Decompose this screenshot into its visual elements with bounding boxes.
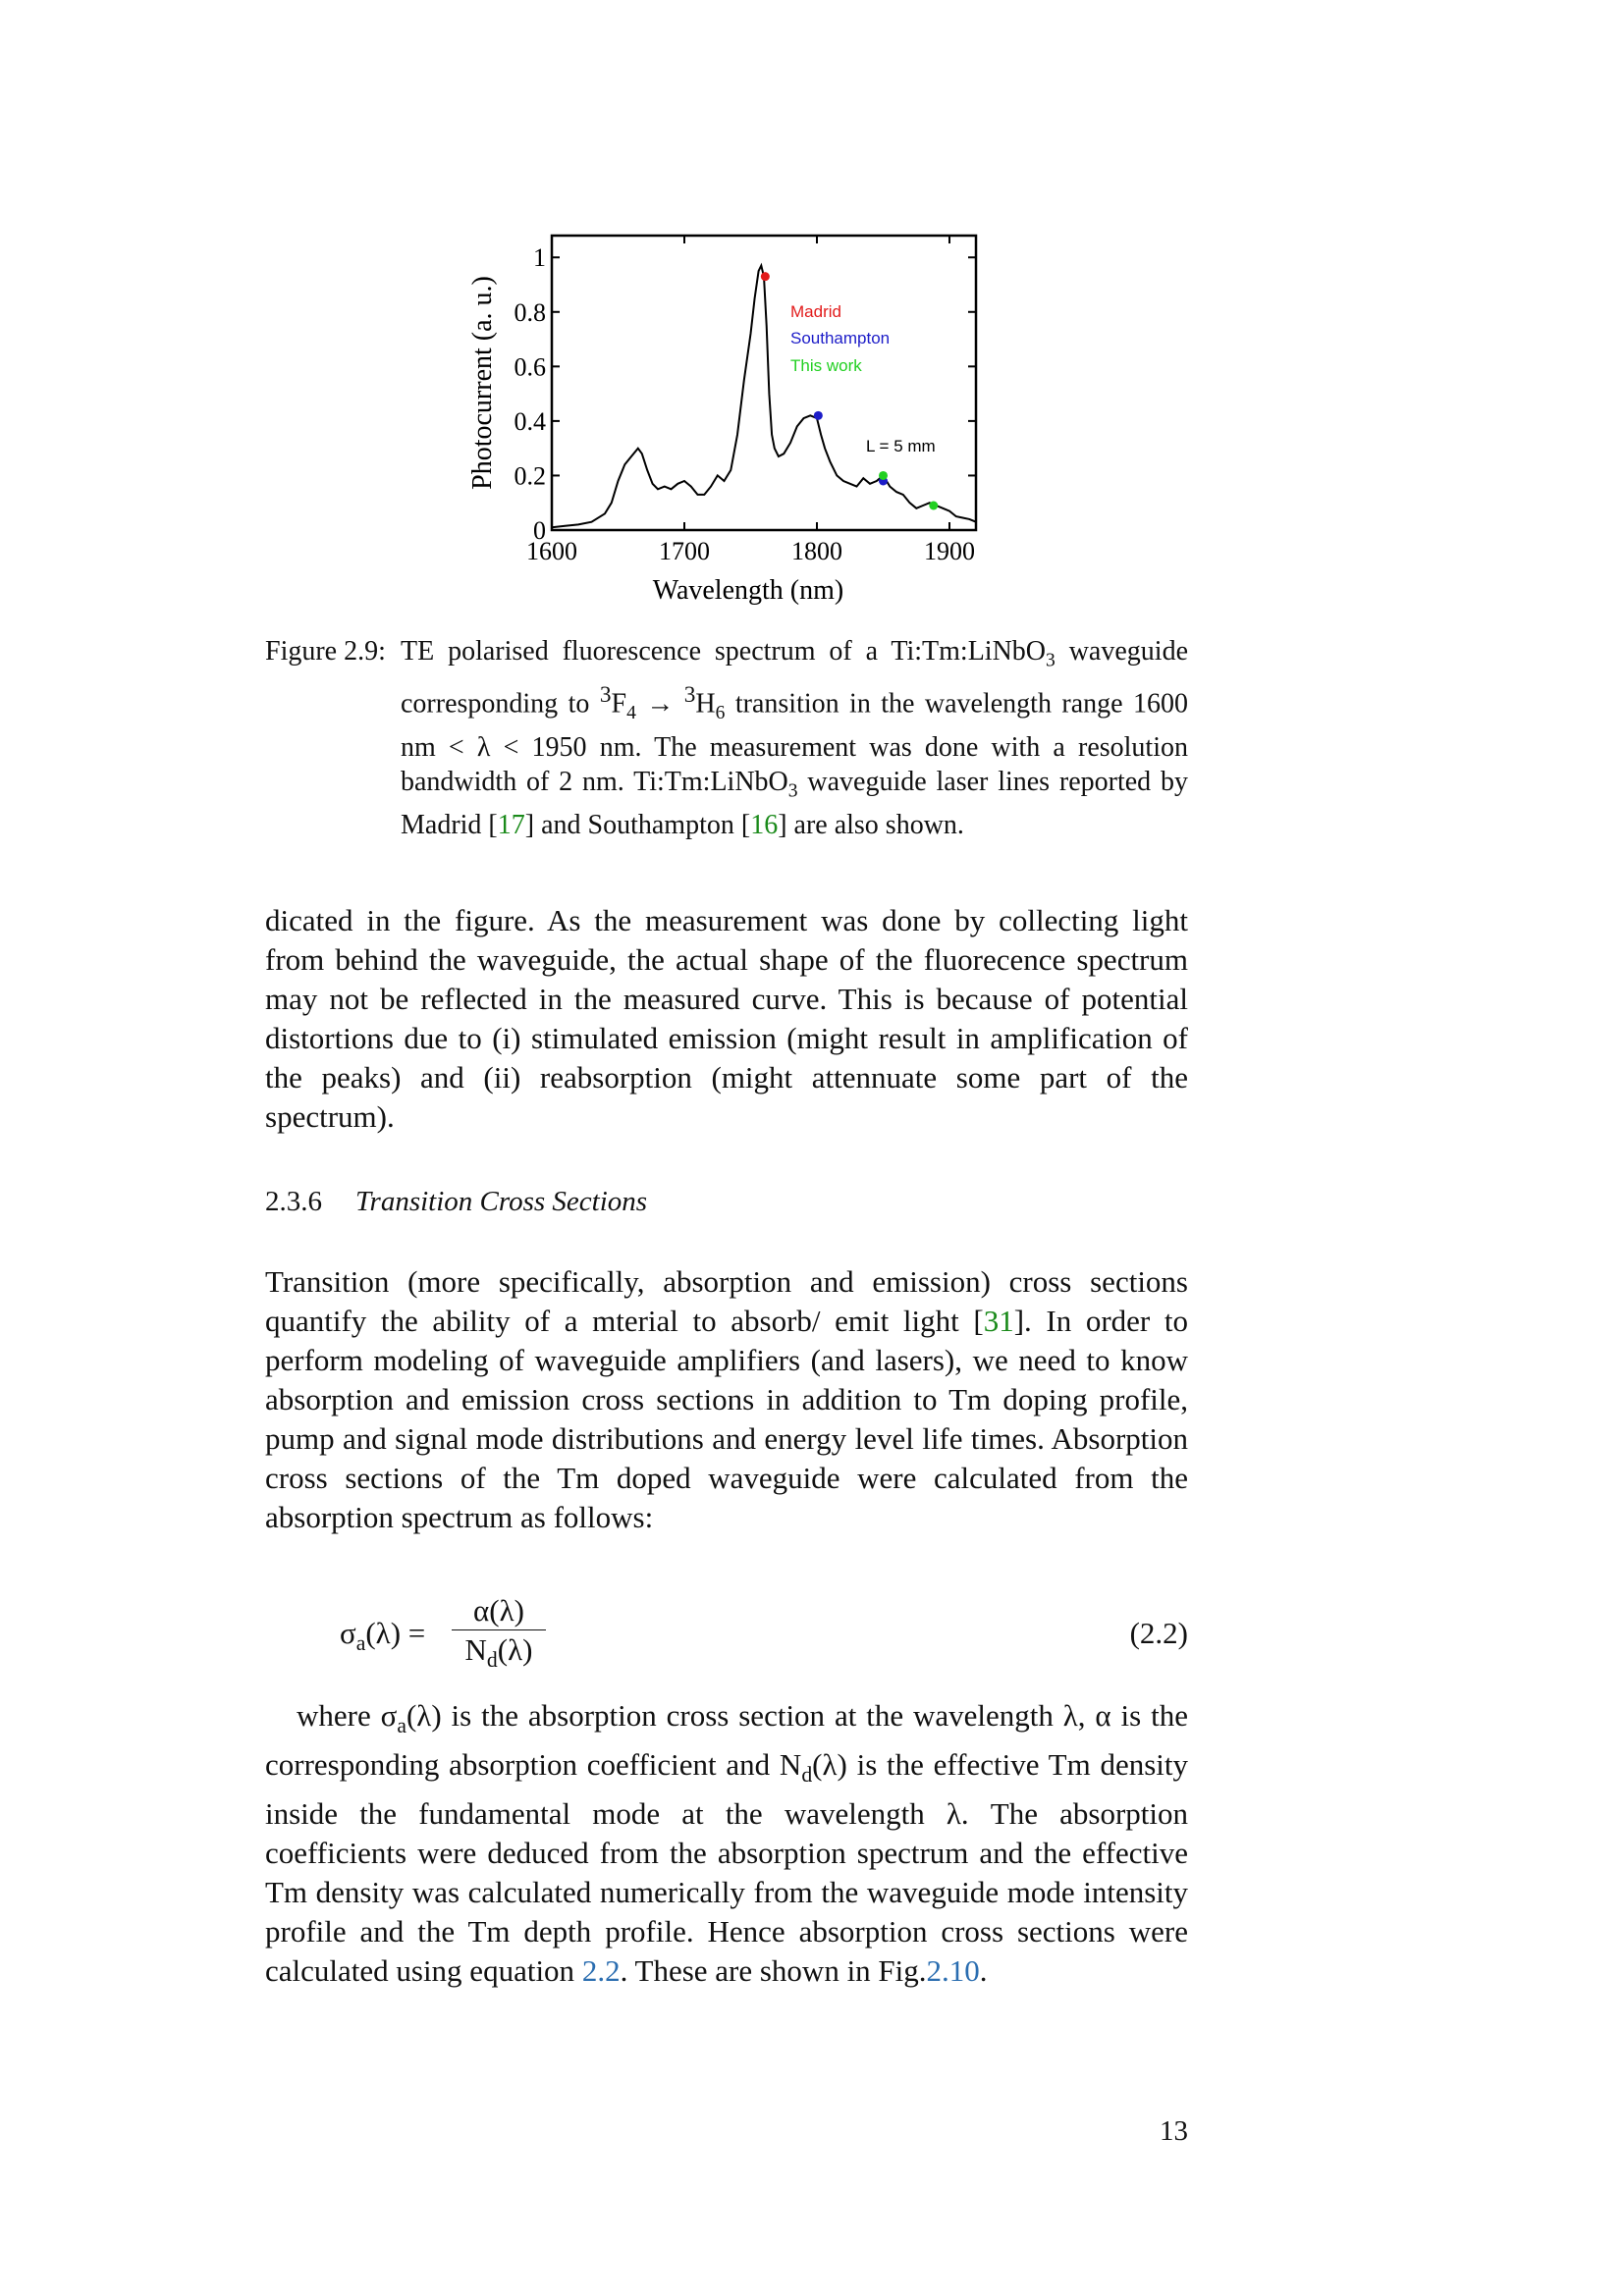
laser-line-marker-this-work bbox=[879, 471, 888, 480]
section-title: Transition Cross Sections bbox=[355, 1186, 648, 1217]
equation-reference-link[interactable]: 2.2 bbox=[581, 1953, 621, 1989]
x-axis-label: Wavelength (nm) bbox=[652, 575, 844, 606]
x-tick-label: 1600 bbox=[526, 537, 577, 565]
legend-southampton: Southampton bbox=[790, 329, 891, 347]
citation-link-31[interactable]: 31 bbox=[983, 1304, 1014, 1338]
y-tick-label: 0.8 bbox=[514, 297, 546, 327]
equation-2-2 bbox=[265, 1592, 1188, 1681]
equation-denominator: $N_d(\lambda)$ bbox=[464, 1632, 533, 1673]
paragraph-equation-explanation: where $\sigma_a(\lambda)$ is the absorption cross section at the wavelength λ, α is the corresponding absorption coefficient and $N_d(\lambda)$ is the effective Tm density inside the fundamental mode at the wavelength λ. The absorption coefficients were deduced from the absorption spectrum and the effective Tm density was calculated numerically from the waveguide mode intensity profile and the Tm depth profile. Hence absorption cross sections were calculated using equation 2.2. These are shown in Fig.2.10. bbox=[265, 1698, 1188, 1989]
figure-2-9 bbox=[461, 221, 1011, 633]
caption-label: Figure 2.9: bbox=[265, 636, 386, 667]
page-number: 13 bbox=[1160, 2115, 1188, 2147]
citation-link-16[interactable]: 16 bbox=[750, 810, 779, 841]
y-tick-label: 1 bbox=[533, 243, 546, 273]
y-tick-label: 0 bbox=[533, 516, 546, 545]
y-tick-label: 0.4 bbox=[514, 406, 546, 436]
x-tick-label: 1900 bbox=[924, 537, 975, 565]
figure-reference-link[interactable]: 2.10 bbox=[926, 1953, 980, 1989]
section-heading bbox=[265, 1186, 647, 1218]
y-axis-label: Photocurrent (a. u.) bbox=[467, 276, 498, 490]
equation-numerator: α(λ) bbox=[452, 1592, 546, 1630]
legend-this-work: This work bbox=[790, 356, 862, 375]
laser-line-marker-southampton bbox=[814, 411, 823, 420]
y-tick-label: 0.2 bbox=[514, 461, 546, 491]
legend-madrid: Madrid bbox=[790, 302, 841, 321]
equation-fraction bbox=[452, 1592, 546, 1673]
laser-line-marker-this-work bbox=[929, 502, 938, 510]
x-tick-label: 1800 bbox=[791, 537, 842, 565]
fluorescence-spectrum-chart bbox=[461, 221, 1011, 633]
y-tick-label: 0.6 bbox=[514, 352, 546, 382]
length-annotation: L = 5 mm bbox=[866, 437, 936, 455]
section-number: 2.3.6 bbox=[265, 1186, 322, 1217]
laser-line-marker-madrid bbox=[761, 272, 770, 281]
figure-caption bbox=[265, 634, 1188, 842]
citation-link-17[interactable]: 17 bbox=[497, 810, 525, 841]
paragraph-fluorescence: dicated in the figure. As the measurement was done by collecting light from behind the waveguide, the actual shape of the fluorecence spectrum may not be reflected in the measured curve. This is because of potential distortions due to (i) stimulated emission (might result in amplification of the peaks) and (ii) reabsorption (might attennuate some part of the spectrum). bbox=[265, 903, 1188, 1134]
x-tick-label: 1700 bbox=[659, 537, 710, 565]
spectrum-line bbox=[552, 266, 976, 528]
paragraph-cross-sections: Transition (more specifically, absorption and emission) cross sections quantify the ability of a mterial to absorb/ emit light [31]. In order to perform modeling of waveguide amplifiers (and lasers), we need to know absorption and emission cross sections in addition to Tm doping profile, pump and signal mode distributions and energy level life times. Absorption cross sections of the Tm doped waveguide were calculated from the absorption spectrum as follows: bbox=[265, 1264, 1188, 1534]
caption-text: TE polarised fluorescence spectrum of a Ti:Tm:LiNbO$_3$ waveguide corresponding to $^3F_4 \to ^3H_6$ transition in the wavelength range 1600 nm < λ < 1950 nm. The measurement was done with a resolution bandwidth of 2 nm. Ti:Tm:LiNbO$_3$ waveguide laser lines reported by Madrid [17] and Southampton [16] are also shown. bbox=[401, 636, 1189, 841]
equation-number: (2.2) bbox=[1129, 1616, 1188, 1650]
equation-lhs: $\sigma_a(\lambda)$ = bbox=[340, 1616, 426, 1656]
